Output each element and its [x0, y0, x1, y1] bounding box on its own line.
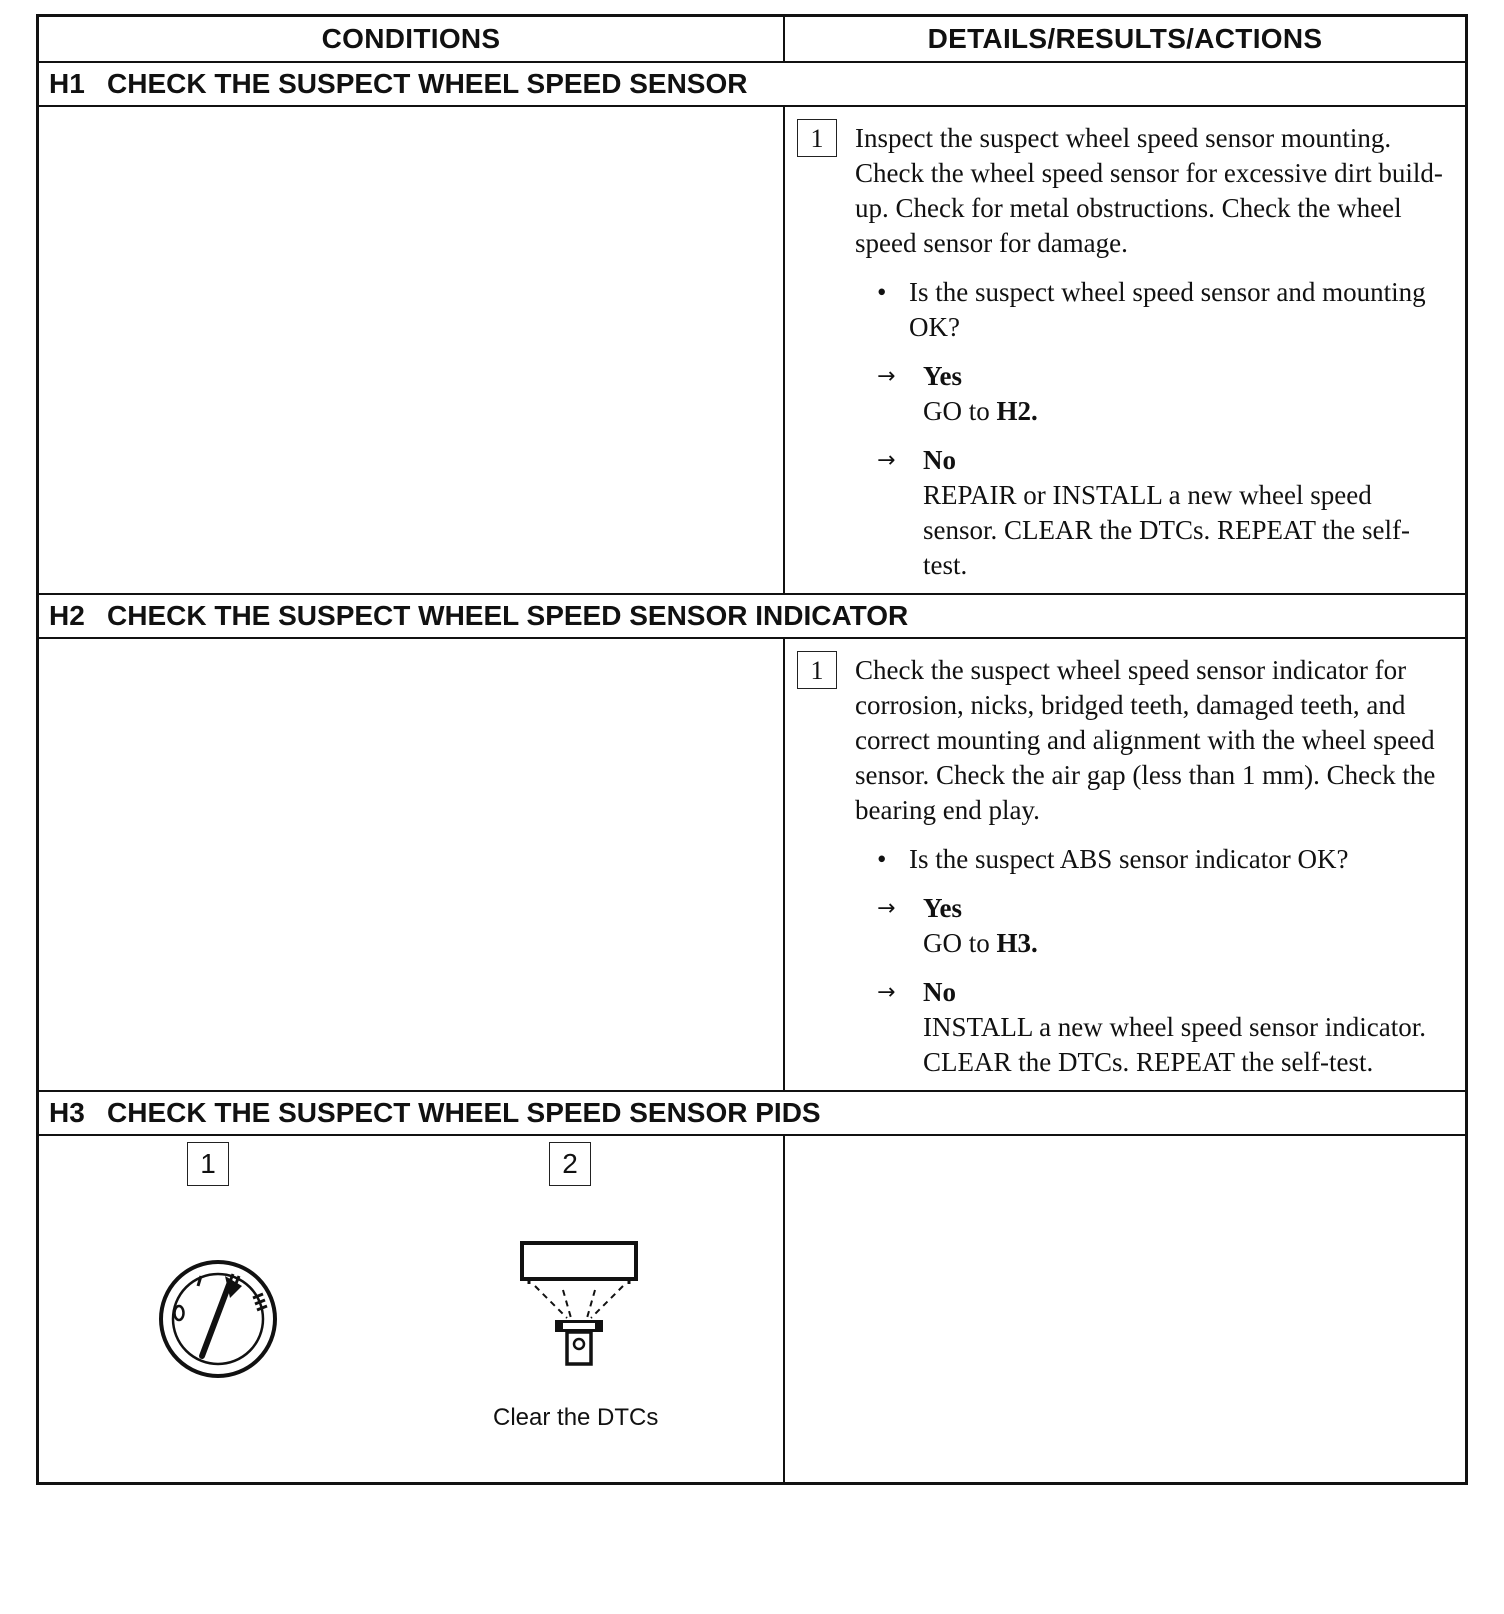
yes-choice [877, 891, 1451, 961]
question-text: Is the suspect ABS sensor indicator OK? [909, 844, 1349, 874]
yes-label: Yes [923, 361, 962, 391]
details-header: DETAILS/RESULTS/ACTIONS [927, 23, 1323, 54]
details-cell [785, 1136, 1465, 1482]
step-title: CHECK THE SUSPECT WHEEL SPEED SENSOR INDICATOR [107, 600, 909, 631]
conditions-header: CONDITIONS [39, 17, 785, 61]
step-code: H2 [49, 600, 85, 631]
step-h2-body [39, 639, 1465, 1092]
conditions-cell [39, 1136, 785, 1482]
details-cell [785, 107, 1465, 593]
yes-choice [877, 359, 1451, 429]
no-action: INSTALL a new wheel speed sensor indicator. CLEAR the DTCs. REPEAT the self-test. [923, 1012, 1426, 1077]
conditions-cell [39, 639, 785, 1090]
arrow-right-icon: → [877, 896, 896, 921]
step-code: H1 [49, 68, 85, 99]
no-label: No [923, 977, 956, 1007]
arrow-right-icon: → [877, 448, 896, 473]
yes-target: H3. [996, 928, 1038, 958]
step-h3-title-row [39, 1092, 1465, 1136]
no-choice [877, 443, 1451, 583]
step-h2-title-row [39, 595, 1465, 639]
figure-caption: Clear the DTCs [493, 1404, 659, 1431]
table-header [39, 17, 1465, 63]
figure-number-box: 2 [549, 1142, 591, 1186]
details-cell [785, 639, 1465, 1090]
diagnostic-table [36, 14, 1468, 1485]
yes-action: GO to [923, 396, 990, 426]
step-code: H3 [49, 1097, 85, 1128]
arrow-right-icon: → [877, 980, 896, 1005]
no-action: REPAIR or INSTALL a new wheel speed sensor. CLEAR the DTCs. REPEAT the self-test. [923, 480, 1410, 580]
yes-target: H2. [996, 396, 1038, 426]
yes-label: Yes [923, 893, 962, 923]
step-h1-title-row [39, 63, 1465, 107]
step-title: CHECK THE SUSPECT WHEEL SPEED SENSOR PIDS [107, 1097, 821, 1128]
step-h1-body [39, 107, 1465, 595]
scan-tool-icon [519, 1240, 639, 1370]
conditions-cell [39, 107, 785, 593]
step-title: CHECK THE SUSPECT WHEEL SPEED SENSOR [107, 68, 748, 99]
step-number-box: 1 [797, 119, 837, 157]
no-label: No [923, 445, 956, 475]
instruction-text: Inspect the suspect wheel speed sensor mounting. Check the wheel speed sensor for excessive dirt build-up. Check for metal obstructions. Check the wheel speed sensor for damage. [855, 123, 1443, 258]
figure-number-box: 1 [187, 1142, 229, 1186]
ignition-switch-icon [157, 1258, 279, 1380]
question-text: Is the suspect wheel speed sensor and mounting OK? [909, 277, 1426, 342]
yes-action: GO to [923, 928, 990, 958]
step-number-box: 1 [797, 651, 837, 689]
step-h3-body [39, 1136, 1465, 1482]
instruction-text: Check the suspect wheel speed sensor indicator for corrosion, nicks, bridged teeth, damaged teeth, and correct mounting and alignment with the wheel speed sensor. Check the air gap (less than 1 mm). Check the bearing end play. [855, 655, 1436, 825]
arrow-right-icon: → [877, 364, 896, 389]
bullet-icon: • [877, 277, 887, 307]
no-choice [877, 975, 1451, 1080]
bullet-icon: • [877, 844, 887, 874]
